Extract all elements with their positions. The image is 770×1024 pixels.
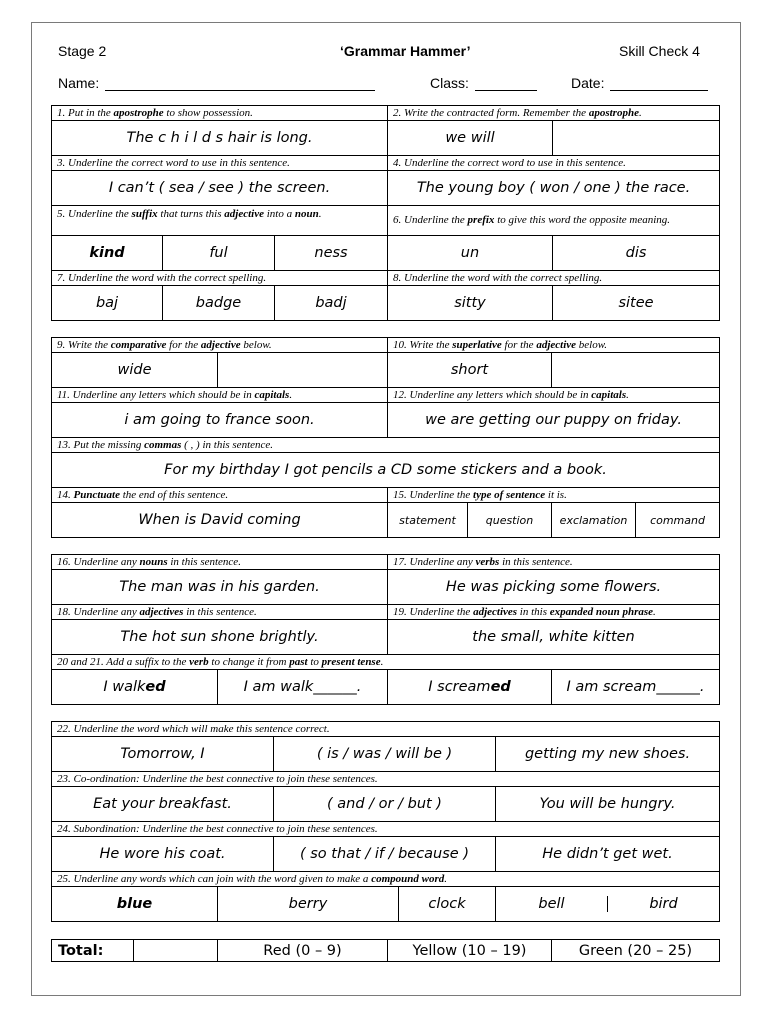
answer-3-sentence[interactable]: I can’t ( sea / see ) the screen. [52,171,388,206]
band-red: Red (0 – 9) [218,940,388,962]
question-19: 19. Underline the adjectives in this expanded noun phrase. [388,605,720,620]
question-20-21: 20 and 21. Add a suffix to the verb to change it from past to present tense. [52,655,720,670]
answer-12-sentence[interactable]: we are getting our puppy on friday. [388,403,720,438]
question-14: 14. Punctuate the end of this sentence. [52,488,388,503]
answer-17-sentence[interactable]: He was picking some flowers. [388,570,720,605]
answer-22-start: Tomorrow, I [52,737,274,772]
answer-21-present[interactable]: I am scream______. [552,670,720,705]
option-5-1[interactable]: kind [52,236,163,271]
section-1-table [51,105,720,321]
name-label: Name: [58,75,100,91]
question-22: 22. Underline the word which will make this sentence correct. [52,722,720,737]
name-field[interactable] [58,75,375,91]
date-label: Date: [571,75,605,91]
answer-13-sentence[interactable]: For my birthday I got pencils a CD some stickers and a book. [52,453,720,488]
option-8-1[interactable]: sitty [388,286,553,321]
answer-20-present[interactable]: I am walk______. [218,670,388,705]
answer-22-end: getting my new shoes. [496,737,720,772]
answer-16-sentence[interactable]: The man was in his garden. [52,570,388,605]
answer-14-sentence[interactable]: When is David coming [52,503,388,538]
question-7: 7. Underline the word with the correct spelling. [52,271,388,286]
total-table [51,939,720,962]
option-6-1[interactable]: un [388,236,553,271]
option-15-statement[interactable]: statement [388,503,468,538]
answer-9-box[interactable] [218,353,388,388]
answer-10-box[interactable] [552,353,720,388]
question-13: 13. Put the missing commas ( , ) in this sentence. [52,438,720,453]
option-8-2[interactable]: sitee [553,286,720,321]
option-25-3[interactable]: clock [399,887,496,922]
answer-2-box[interactable] [553,121,720,156]
question-1: 1. Put in the apostrophe to show possession. [52,106,388,121]
option-25-4[interactable]: bell [496,896,608,912]
answer-23-end: You will be hungry. [496,787,720,822]
answer-24-options[interactable]: ( so that / if / because ) [274,837,496,872]
date-line[interactable] [610,76,708,91]
answer-22-options[interactable]: ( is / was / will be ) [274,737,496,772]
option-6-2[interactable]: dis [553,236,720,271]
answer-9-word: wide [52,353,218,388]
name-line[interactable] [105,76,375,91]
question-15: 15. Underline the type of sentence it is. [388,488,720,503]
total-score-box[interactable] [134,940,218,962]
question-2: 2. Write the contracted form. Remember the apostrophe. [388,106,720,121]
answer-24-end: He didn’t get wet. [496,837,720,872]
answer-24-start: He wore his coat. [52,837,274,872]
answer-1-sentence[interactable]: The c h i l d s hair is long. [52,121,388,156]
question-5: 5. Underline the suffix that turns this adjective into a noun. [52,206,388,236]
band-green: Green (20 – 25) [552,940,720,962]
answer-21-past: I screamed [388,670,552,705]
section-2-table [51,337,720,538]
skill-check-label: Skill Check 4 [619,43,700,59]
total-label: Total: [52,940,134,962]
question-9: 9. Write the comparative for the adjective below. [52,338,388,353]
answer-23-options[interactable]: ( and / or / but ) [274,787,496,822]
answer-11-sentence[interactable]: i am going to france soon. [52,403,388,438]
option-25-4-5 [496,887,720,922]
section-4-table [51,721,720,922]
question-10: 10. Write the superlative for the adjective below. [388,338,720,353]
band-yellow: Yellow (10 – 19) [388,940,552,962]
question-23: 23. Co-ordination: Underline the best connective to join these sentences. [52,772,720,787]
answer-10-word: short [388,353,552,388]
option-7-2[interactable]: badge [163,286,275,321]
answer-2-words: we will [388,121,553,156]
answer-19-phrase[interactable]: the small, white kitten [388,620,720,655]
class-field[interactable] [430,75,537,91]
answer-20-past: I walked [52,670,218,705]
option-7-1[interactable]: baj [52,286,163,321]
question-11: 11. Underline any letters which should be in capitals. [52,388,388,403]
answer-23-start: Eat your breakfast. [52,787,274,822]
option-25-2[interactable]: berry [218,887,399,922]
class-line[interactable] [475,76,537,91]
option-5-2[interactable]: ful [163,236,275,271]
question-6: 6. Underline the prefix to give this word the opposite meaning. [388,206,720,236]
class-label: Class: [430,75,469,91]
option-7-3[interactable]: badj [275,286,388,321]
option-5-3[interactable]: ness [275,236,388,271]
question-12: 12. Underline any letters which should be in capitals. [388,388,720,403]
answer-18-sentence[interactable]: The hot sun shone brightly. [52,620,388,655]
worksheet-title: ‘Grammar Hammer’ [340,43,471,59]
option-15-question[interactable]: question [468,503,552,538]
question-3: 3. Underline the correct word to use in this sentence. [52,156,388,171]
question-8: 8. Underline the word with the correct spelling. [388,271,720,286]
stage-label: Stage 2 [58,43,107,59]
question-25: 25. Underline any words which can join with the word given to make a compound word. [52,872,720,887]
date-field[interactable] [571,75,708,91]
question-4: 4. Underline the correct word to use in this sentence. [388,156,720,171]
answer-4-sentence[interactable]: The young boy ( won / one ) the race. [388,171,720,206]
option-25-5[interactable]: bird [649,896,678,912]
question-24: 24. Subordination: Underline the best connective to join these sentences. [52,822,720,837]
option-25-base: blue [52,887,218,922]
question-18: 18. Underline any adjectives in this sentence. [52,605,388,620]
question-17: 17. Underline any verbs in this sentence. [388,555,720,570]
option-15-exclamation[interactable]: exclamation [552,503,636,538]
section-3-table [51,554,720,705]
question-16: 16. Underline any nouns in this sentence. [52,555,388,570]
option-15-command[interactable]: command [636,503,720,538]
